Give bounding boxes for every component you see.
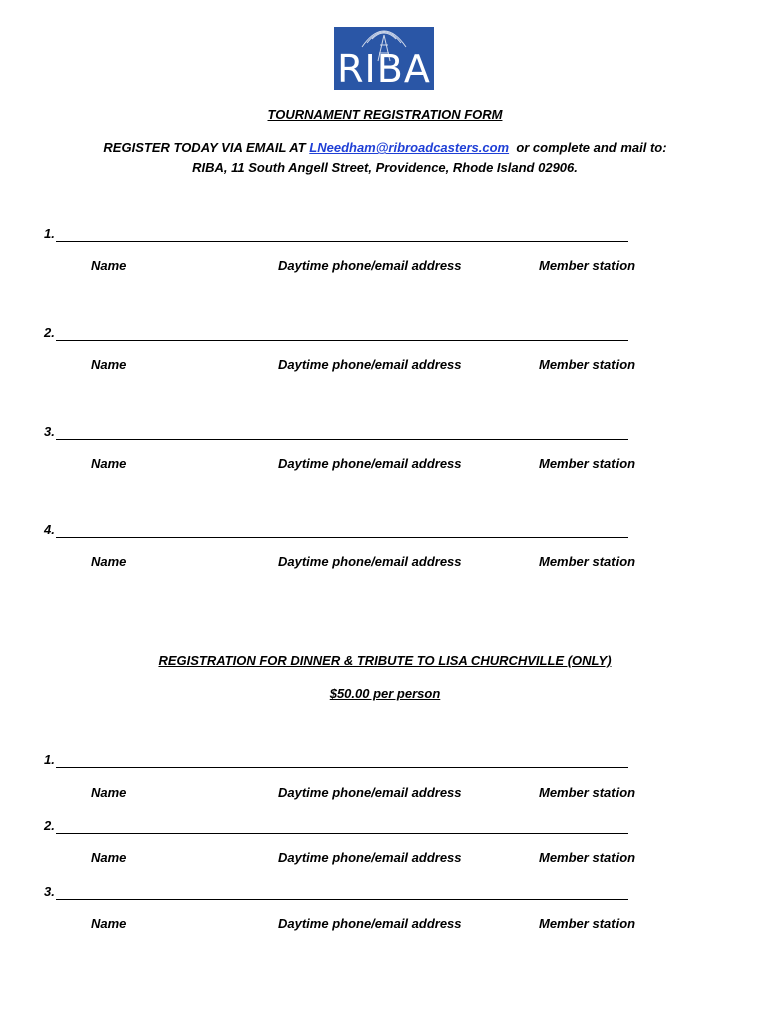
station-label: Member station [539,785,636,800]
row-number: 3. [44,424,55,439]
name-label: Name [91,456,127,471]
row-number: 1. [44,752,55,767]
contact-label: Daytime phone/email address [278,554,462,569]
entry-line[interactable] [56,899,628,900]
row-number: 4. [44,522,55,537]
contact-label: Daytime phone/email address [278,456,462,471]
form-title: TOURNAMENT REGISTRATION FORM [267,107,503,122]
mailing-address: RIBA, 11 South Angell Street, Providence, Rhode Island 02906. [192,160,578,175]
instructions-line [0,140,770,155]
email-link[interactable]: LNeedham@ribroadcasters.com [309,140,510,155]
name-label: Name [91,785,127,800]
contact-label: Daytime phone/email address [278,916,462,931]
riba-logo [334,27,434,90]
row-number: 3. [44,884,55,899]
station-label: Member station [539,258,636,273]
dinner-price: $50.00 per person [329,686,441,701]
contact-label: Daytime phone/email address [278,357,462,372]
row-number: 2. [44,325,55,340]
name-label: Name [91,916,127,931]
entry-line[interactable] [56,241,628,242]
entry-line[interactable] [56,767,628,768]
station-label: Member station [539,456,636,471]
row-number: 2. [44,818,55,833]
station-label: Member station [539,916,636,931]
contact-label: Daytime phone/email address [278,785,462,800]
station-label: Member station [539,554,636,569]
name-label: Name [91,850,127,865]
name-label: Name [91,357,127,372]
name-label: Name [91,258,127,273]
station-label: Member station [539,357,636,372]
entry-line[interactable] [56,439,628,440]
station-label: Member station [539,850,636,865]
instructions-suffix: or complete and mail to: [509,140,667,155]
contact-label: Daytime phone/email address [278,850,462,865]
instructions-prefix: REGISTER TODAY VIA EMAIL AT [103,140,310,155]
contact-label: Daytime phone/email address [278,258,462,273]
entry-line[interactable] [56,537,628,538]
name-label: Name [91,554,127,569]
dinner-title: REGISTRATION FOR DINNER & TRIBUTE TO LISA CHURCHVILLE (ONLY) [158,653,612,668]
entry-line[interactable] [56,340,628,341]
row-number: 1. [44,226,55,241]
logo-text: RIBA [337,47,431,90]
entry-line[interactable] [56,833,628,834]
